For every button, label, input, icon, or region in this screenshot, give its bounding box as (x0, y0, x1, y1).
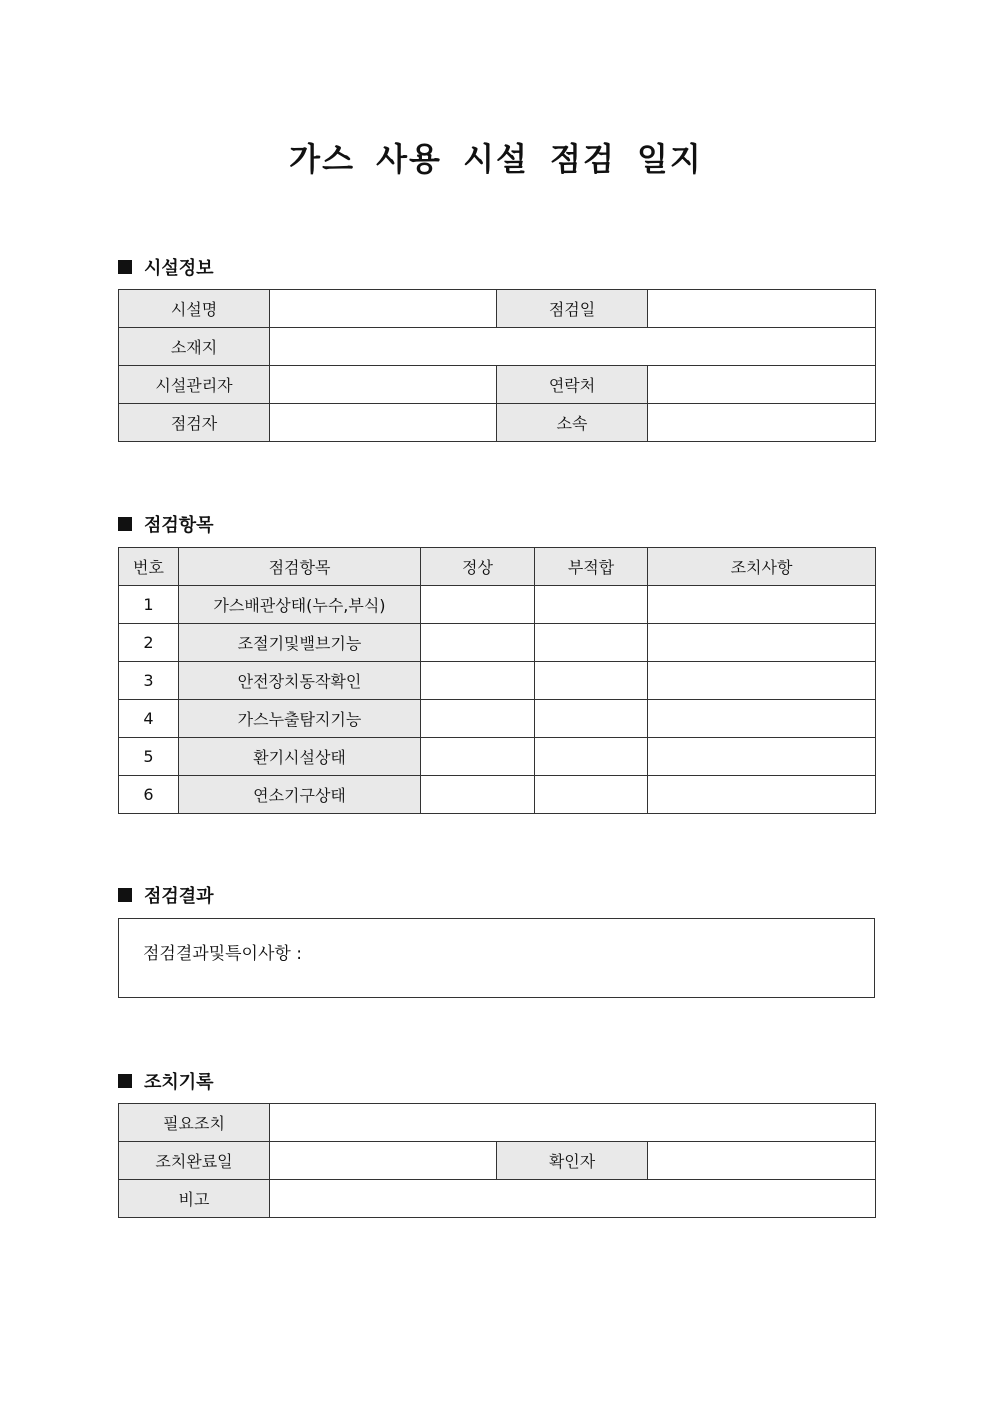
action-cell[interactable] (648, 624, 876, 662)
inspection-result-label: 점검결과및특이사항 : (143, 944, 302, 964)
location-field[interactable] (270, 328, 876, 366)
section-heading-label: 시설정보 (144, 258, 214, 279)
nonconforming-check-cell[interactable] (535, 738, 648, 776)
table-row (119, 1104, 876, 1142)
action-cell[interactable] (648, 738, 876, 776)
inspection-items-table (118, 547, 876, 814)
inspection-result-box[interactable] (118, 918, 875, 998)
section-heading-inspection-items (118, 511, 214, 537)
remarks-field[interactable] (270, 1180, 876, 1218)
column-header-action: 조치사항 (648, 548, 876, 586)
page-title: 가스 사용 시설 점검 일지 (289, 140, 703, 178)
square-bullet-icon (118, 888, 132, 902)
table-row (119, 404, 876, 442)
inspector-field[interactable] (270, 404, 497, 442)
action-cell[interactable] (648, 776, 876, 814)
contact-label: 연락처 (497, 366, 648, 404)
square-bullet-icon (118, 1074, 132, 1088)
section-heading-inspection-result (118, 882, 214, 908)
completion-date-field[interactable] (270, 1142, 497, 1180)
row-number: 1 (119, 586, 179, 624)
table-row (119, 776, 876, 814)
section-heading-action-record (118, 1068, 214, 1094)
nonconforming-check-cell[interactable] (535, 776, 648, 814)
row-item-label: 조절기및밸브기능 (179, 624, 421, 662)
normal-check-cell[interactable] (421, 738, 535, 776)
remarks-label: 비고 (119, 1180, 270, 1218)
action-cell[interactable] (648, 586, 876, 624)
normal-check-cell[interactable] (421, 586, 535, 624)
nonconforming-check-cell[interactable] (535, 624, 648, 662)
normal-check-cell[interactable] (421, 662, 535, 700)
inspection-date-field[interactable] (648, 290, 876, 328)
action-cell[interactable] (648, 662, 876, 700)
table-row (119, 586, 876, 624)
table-row (119, 366, 876, 404)
normal-check-cell[interactable] (421, 776, 535, 814)
facility-manager-field[interactable] (270, 366, 497, 404)
required-action-field[interactable] (270, 1104, 876, 1142)
nonconforming-check-cell[interactable] (535, 662, 648, 700)
contact-field[interactable] (648, 366, 876, 404)
completion-date-label: 조치완료일 (119, 1142, 270, 1180)
affiliation-label: 소속 (497, 404, 648, 442)
affiliation-field[interactable] (648, 404, 876, 442)
facility-info-table (118, 289, 876, 442)
square-bullet-icon (118, 517, 132, 531)
section-heading-label: 점검항목 (144, 515, 214, 536)
normal-check-cell[interactable] (421, 624, 535, 662)
column-header-normal: 정상 (421, 548, 535, 586)
row-item-label: 환기시설상태 (179, 738, 421, 776)
row-item-label: 가스누출탐지기능 (179, 700, 421, 738)
facility-name-field[interactable] (270, 290, 497, 328)
action-cell[interactable] (648, 700, 876, 738)
table-row (119, 290, 876, 328)
column-header-number: 번호 (119, 548, 179, 586)
table-row (119, 1142, 876, 1180)
table-row (119, 624, 876, 662)
row-number: 2 (119, 624, 179, 662)
column-header-item: 점검항목 (179, 548, 421, 586)
row-item-label: 가스배관상태(누수,부식) (179, 586, 421, 624)
confirmer-field[interactable] (648, 1142, 876, 1180)
facility-name-label: 시설명 (119, 290, 270, 328)
table-row (119, 1180, 876, 1218)
row-number: 3 (119, 662, 179, 700)
section-heading-label: 점검결과 (144, 886, 214, 907)
action-record-table (118, 1103, 876, 1218)
inspection-date-label: 점검일 (497, 290, 648, 328)
nonconforming-check-cell[interactable] (535, 700, 648, 738)
table-row (119, 700, 876, 738)
row-item-label: 연소기구상태 (179, 776, 421, 814)
section-heading-facility-info (118, 254, 214, 280)
inspector-label: 점검자 (119, 404, 270, 442)
row-number: 5 (119, 738, 179, 776)
required-action-label: 필요조치 (119, 1104, 270, 1142)
location-label: 소재지 (119, 328, 270, 366)
column-header-nonconforming: 부적합 (535, 548, 648, 586)
section-heading-label: 조치기록 (144, 1072, 214, 1093)
row-item-label: 안전장치동작확인 (179, 662, 421, 700)
normal-check-cell[interactable] (421, 700, 535, 738)
confirmer-label: 확인자 (497, 1142, 648, 1180)
row-number: 6 (119, 776, 179, 814)
square-bullet-icon (118, 260, 132, 274)
table-row (119, 662, 876, 700)
facility-manager-label: 시설관리자 (119, 366, 270, 404)
row-number: 4 (119, 700, 179, 738)
table-row (119, 738, 876, 776)
nonconforming-check-cell[interactable] (535, 586, 648, 624)
table-row (119, 328, 876, 366)
table-header-row (119, 548, 876, 586)
